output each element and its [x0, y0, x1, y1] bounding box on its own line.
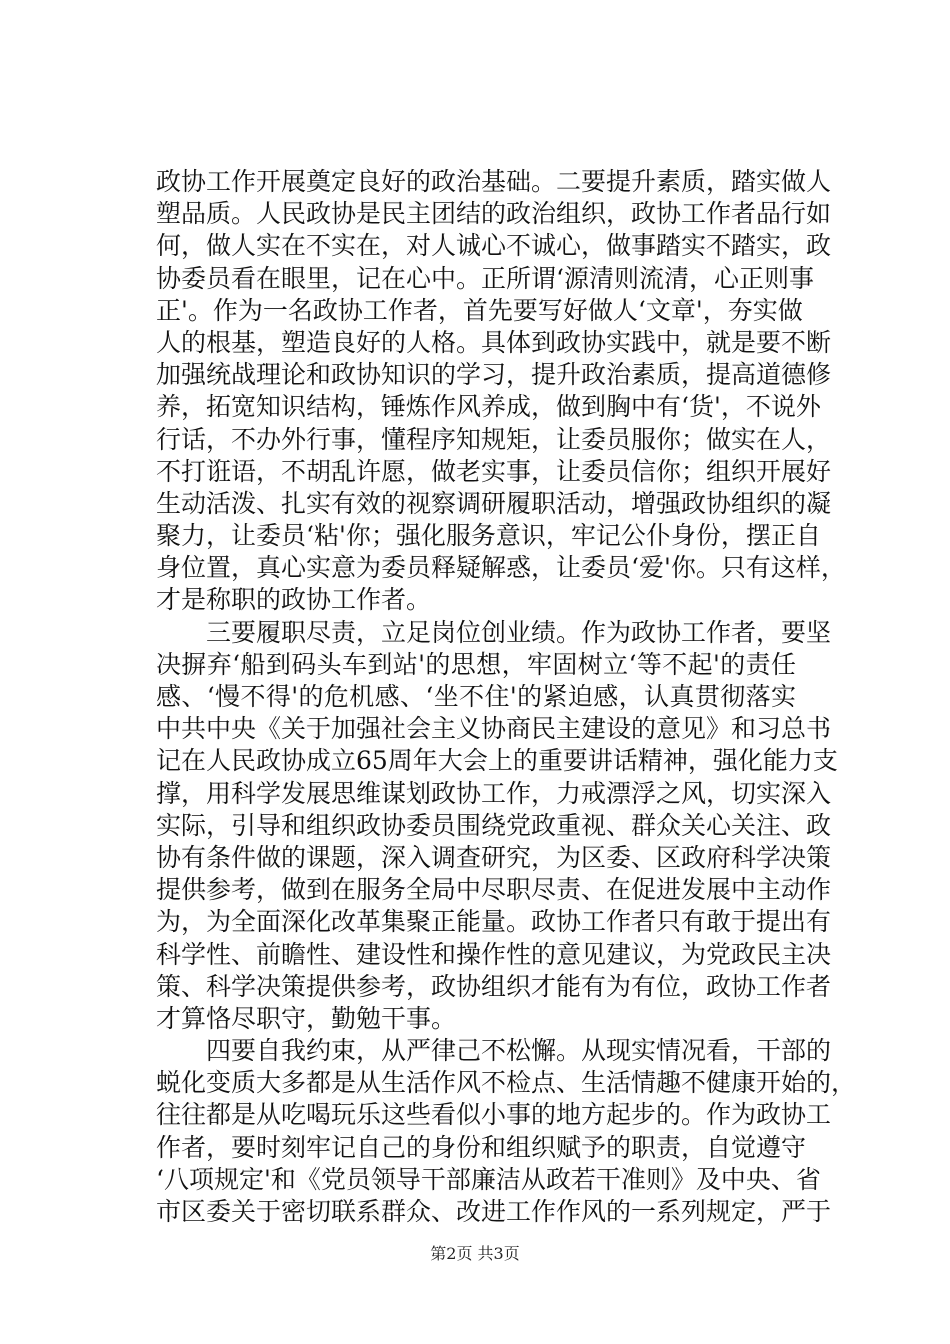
text-line: 感、‘慢不得'的危机感、‘坐不住'的紧迫感，认真贯彻落实 — [156, 682, 796, 711]
document-body — [156, 166, 857, 1228]
text-line: 中共中央《关于加强社会主义协商民主建设的意见》和习总书 — [156, 714, 832, 744]
text-line: 才算恪尽职守，勤勉干事。 — [156, 1003, 457, 1033]
page-number: 第2页 共3页 — [430, 1244, 520, 1263]
text-line: 决摒弃‘船到码头车到站'的思想，牢固树立‘等不起'的责任 — [156, 649, 796, 679]
text-line: 才是称职的政协工作者。 — [156, 585, 432, 615]
text-line: 四要自我约束，从严律己不松懈。从现实情况看，干部的 — [206, 1036, 832, 1066]
text-line: 行话，不办外行事，懂程序知规矩，让委员服你；做实在人， — [156, 424, 832, 454]
text-line: 身位置，真心实意为委员释疑解惑，让委员‘爱'你。只有这样， — [156, 553, 846, 583]
text-line: 生动活泼、扎实有效的视察调研履职活动，增强政协组织的凝 — [156, 488, 832, 518]
paragraph — [156, 617, 838, 1035]
text-line: 协有条件做的课题，深入调查研究，为区委、区政府科学决策 — [156, 842, 832, 872]
text-line: ‘八项规定'和《党员领导干部廉洁从政若干准则》及中央、省 — [156, 1164, 821, 1194]
text-line: 科学性、前瞻性、建设性和操作性的意见建议，为党政民主决 — [156, 939, 832, 969]
text-line: 策、科学决策提供参考，政协组织才能有为有位，政协工作者 — [156, 971, 832, 1001]
text-line: 政协工作开展奠定良好的政治基础。二要提升素质，踏实做人 — [156, 167, 832, 196]
text-line: 往往都是从吃喝玩乐这些看似小事的地方起步的。作为政协工 — [156, 1100, 832, 1130]
text-line: 三要履职尽责，立足岗位创业绩。作为政协工作者，要坚 — [206, 617, 832, 647]
text-line: 撑，用科学发展思维谋划政协工作，力戒漂浮之风，切实深入 — [156, 778, 832, 808]
text-line: 何，做人实在不实在，对人诚心不诚心，做事踏实不踏实，政 — [156, 231, 832, 261]
text-line: 养，拓宽知识结构，锤炼作风养成，做到胸中有‘货'，不说外 — [156, 392, 821, 422]
text-line: 实际，引导和组织政协委员围绕党政重视、群众关心关注、政 — [156, 810, 832, 840]
text-line: 人的根基，塑造良好的人格。具体到政协实践中，就是要不断 — [156, 327, 832, 357]
text-line: 塑品质。人民政协是民主团结的政治组织，政协工作者品行如 — [156, 199, 832, 229]
text-line: 蜕化变质大多都是从生活作风不检点、生活情趣不健康开始的， — [156, 1068, 857, 1098]
text-line: 加强统战理论和政协知识的学习，提升政治素质，提高道德修 — [156, 360, 832, 390]
text-line: 记在人民政协成立65周年大会上的重要讲话精神，强化能力支 — [156, 746, 838, 776]
text-line: 市区委关于密切联系群众、改进工作作风的一系列规定，严于 — [156, 1197, 832, 1226]
paragraph — [156, 1035, 857, 1228]
text-line: 协委员看在眼里，记在心中。正所谓‘源清则流清，心正则事 — [156, 263, 814, 293]
page-footer — [0, 1241, 950, 1264]
text-line: 为，为全面深化改革集聚正能量。政协工作者只有敢于提出有 — [156, 907, 832, 937]
text-line: 正'。作为一名政协工作者，首先要写好做人‘文章'，夯实做 — [156, 295, 803, 325]
text-line: 作者，要时刻牢记自己的身份和组织赋予的职责，自觉遵守 — [156, 1132, 807, 1162]
paragraph — [156, 166, 846, 617]
text-line: 提供参考，做到在服务全局中尽职尽责、在促进发展中主动作 — [156, 875, 832, 905]
text-line: 聚力，让委员‘粘'你；强化服务意识，牢记公仆身份，摆正自 — [156, 521, 821, 551]
text-line: 不打诳语，不胡乱许愿，做老实事，让委员信你；组织开展好 — [156, 456, 832, 486]
